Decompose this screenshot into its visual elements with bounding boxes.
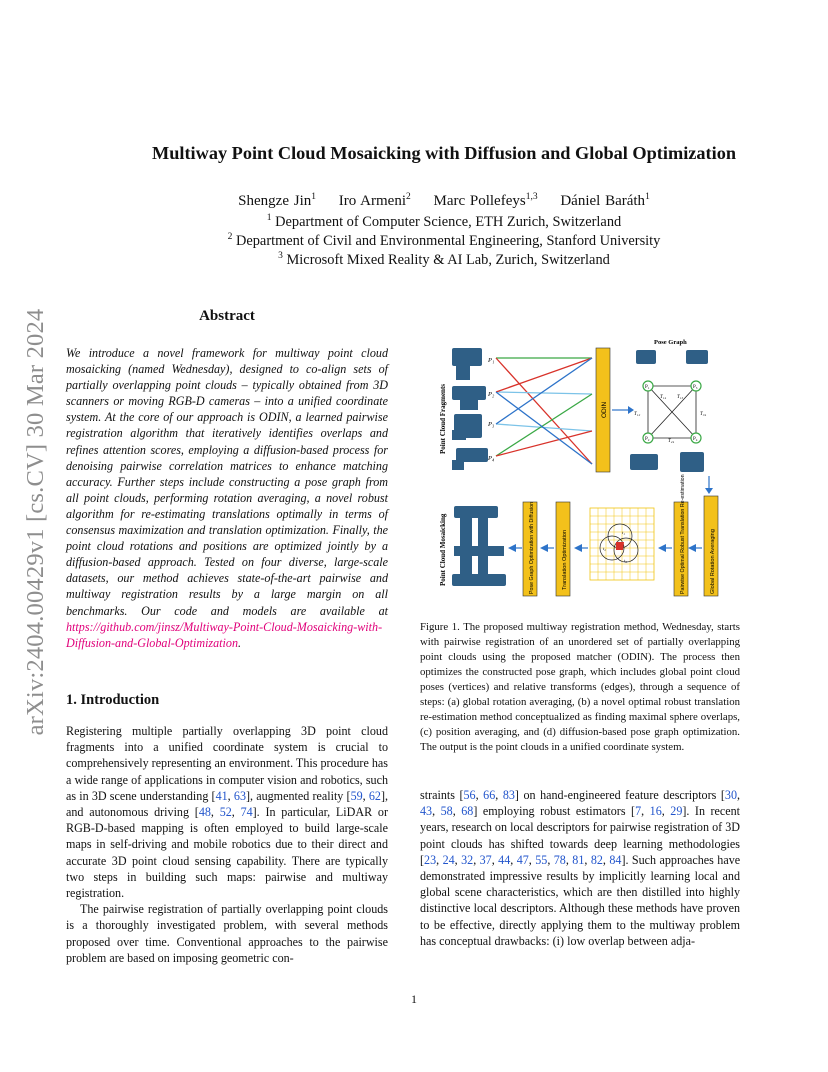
pose-graph-edges (648, 386, 696, 438)
citation-link[interactable]: 52 (219, 805, 232, 820)
citation-link[interactable]: 43 (420, 804, 433, 819)
paper-title: Multiway Point Cloud Mosaicking with Diffusion and Global Optimization (151, 143, 737, 163)
figure-1 (430, 336, 730, 604)
citation-link[interactable]: 23 (424, 852, 437, 867)
step-label: Pose Graph Optimization with Diffusion (529, 501, 535, 594)
sphere-grid (590, 508, 654, 580)
fragments-label: Point Cloud Fragments (439, 384, 447, 454)
edge-label: T₂₄ (668, 439, 675, 444)
citation-link[interactable]: 59 (350, 788, 363, 803)
citation-link[interactable]: 29 (670, 804, 683, 819)
citation-link[interactable]: 30 (724, 788, 737, 802)
p2-label: P₂ (488, 391, 495, 398)
citation-link[interactable]: 68 (461, 804, 474, 819)
page-number: 1 (411, 992, 417, 1006)
circle-label: t₃ (624, 558, 627, 563)
step-label: Translation Optimization (562, 529, 568, 590)
step-label: Pairwise Optimal Robust Translation Re-estimation (680, 474, 686, 594)
citation-link[interactable]: 62 (368, 788, 381, 803)
p1-label: P₁ (488, 357, 495, 364)
node-label: P₄ (693, 437, 698, 442)
citation-link[interactable]: 78 (553, 852, 566, 867)
citation-link[interactable]: 32 (461, 852, 474, 867)
affiliation: $^1$ Department of Computer Science, ETH Zurich, Switzerland (266, 213, 622, 230)
citation-link[interactable]: 48 (198, 805, 211, 820)
step-label: Global Rotation Averaging (710, 529, 716, 594)
intro-paragraph-1: Registering multiple partially overlapping 3D point cloud fragments into a unified coordinate system is crucial to comprehensively representing an environment. This procedure has a wide range of applications in computer vision and robotics, such as in 3D scene understanding [41, 63], augmented reality [59, 62], and autonomous driving [48, 52, 74]. In particular, LiDAR or RGB-D-based mapping is often employed to build large-scale maps in self-driving and mobile robotics due to their direct and accurate 3D point cloud sensing capability. There are typically two steps in building such maps: pairwise and multiway registration. (66, 724, 389, 901)
citation-link[interactable]: 82 (590, 852, 603, 867)
citation-link[interactable]: 24 (442, 852, 455, 867)
arxiv-stamp: arXiv:2404.00429v1 [cs.CV] 30 Mar 2024 (22, 308, 49, 736)
citation-link[interactable]: 81 (572, 852, 585, 867)
citation-link[interactable]: 44 (498, 852, 511, 867)
citation-link[interactable]: 47 (516, 852, 529, 867)
right-column-text: straints [56, 66, 83] on hand-engineered feature descriptors [30, 43, 58, 68] employing robust estimators [7, 16, 29]. In recent years, research on local descriptors for pairwise registration of 3D point clouds has shifted towards deep learning methodologies [23, 24, 32, 37, 44, 47, 55, 78, 81, 82, 84]. Such approaches have demonstrated impressive results by implicitly learning local and global scene characteristics, which are then distilled into highly distinctive local descriptors. Although these methods have proven to be effective, directly applying them to the multiway problem has conceptual drawbacks: (i) low overlap between adja- (420, 788, 741, 948)
intro-paragraph-2: The pairwise registration of partially overlapping point clouds is a thoroughly investigated problem, with several methods proposed over time. Conventional approaches to the pairwise problem are based on imposing geometric con- (66, 902, 388, 965)
pose-graph-label: Pose Graph (654, 339, 687, 346)
citation-link[interactable]: 56 (463, 788, 476, 802)
fragment-clouds (452, 348, 488, 470)
citation-link[interactable]: 66 (483, 788, 496, 802)
author: Shengze Jin$^1$ (238, 192, 316, 209)
author: Dániel Baráth$^1$ (560, 192, 650, 209)
intro-text (66, 723, 388, 966)
citation-link[interactable]: 84 (609, 852, 622, 867)
odin-label: ODIN (601, 401, 608, 418)
code-link[interactable]: https://github.com/jinsz/Multiway-Point-Cloud-Mosaicking-with-Diffusion-and-Global-Optimization (66, 619, 383, 650)
citation-link[interactable]: 16 (649, 804, 662, 819)
edge-label: T₁₄ (660, 395, 667, 400)
abstract-body: We introduce a novel framework for multiway point cloud mosaicking (named Wednesday), designed to co-align sets of partially overlapping point clouds – typically obtained from 3D scanners or moving RGB-D cameras – into a unified coordinate system. At the core of our approach is ODIN, a learned pairwise registration algorithm that iteratively identifies overlaps and refines attention scores, employing a diffusion-based process for denoising pairwise correlation matrices to enhance matching accuracy. Further steps include constructing a pose graph from all point clouds, performing rotation averaging, a novel robust algorithm for re-estimating translations optimally in terms of consensus maximization and translation optimization. Finally, the point cloud rotations and positions are optimized jointly by a diffusion-based approach. Tested on four diverse, large-scale datasets, our method achieves state-of-the-art pairwise and multiway registration results by a large margin on all benchmarks. Our code and models are available at https://github.com/jinsz/Multiway-Point-Cloud-Mosaicking-with-Diffusion-and-Global-Optimization. (66, 346, 388, 650)
author: Iro Armeni$^2$ (338, 192, 411, 209)
author: Marc Pollefeys$^{1,3}$ (433, 192, 538, 209)
citation-link[interactable]: 58 (440, 804, 453, 819)
correspondence-lines (496, 358, 592, 464)
citation-link[interactable]: 37 (479, 852, 492, 867)
edge-label: T₁₃ (677, 395, 684, 400)
circle-label: t₁ (622, 530, 625, 535)
citation-link[interactable]: 63 (233, 788, 246, 803)
section-heading: 1. Introduction (66, 692, 160, 708)
circle-label: t₂ (603, 546, 606, 551)
abstract-heading: Abstract (199, 308, 255, 324)
mosaic-cloud (452, 506, 506, 586)
citation-link[interactable]: 83 (502, 788, 515, 802)
node-label: P₁ (645, 385, 650, 390)
affiliation: $^2$ Department of Civil and Environmental Engineering, Stanford University (227, 232, 661, 249)
citation-link[interactable]: 7 (635, 804, 642, 819)
citation-link[interactable]: 41 (215, 788, 228, 803)
figure-caption: Figure 1. The proposed multiway registration method, Wednesday, starts with pairwise registration of an unordered set of partially overlapping point clouds using the proposed matcher (ODIN). The process then optimizes the constructed pose graph, which includes global point cloud poses (vertices) and relative transforms (edges), through a sequence of steps: (a) global rotation averaging, (b) a novel optimal robust translation re-estimation method conceptualized as finding maximal sphere overlaps, (c) position averaging, and (d) diffusion-based pose graph optimization. The output is the point clouds in a unified coordinate system. (420, 621, 740, 753)
node-label: P₃ (693, 385, 698, 390)
node-label: P₂ (645, 437, 650, 442)
edge-label: T₁₂ (634, 412, 641, 417)
p3-label: P₃ (488, 421, 495, 428)
mosaicking-label: Point Cloud Mosaicking (439, 513, 447, 586)
citation-link[interactable]: 74 (240, 805, 253, 820)
affiliation: $^3$ Microsoft Mixed Reality & AI Lab, Zurich, Switzerland (278, 251, 610, 268)
citation-link[interactable]: 55 (535, 852, 548, 867)
author-list (60, 193, 828, 210)
edge-label: T₃₄ (700, 412, 707, 417)
p4-label: P₄ (488, 455, 495, 462)
